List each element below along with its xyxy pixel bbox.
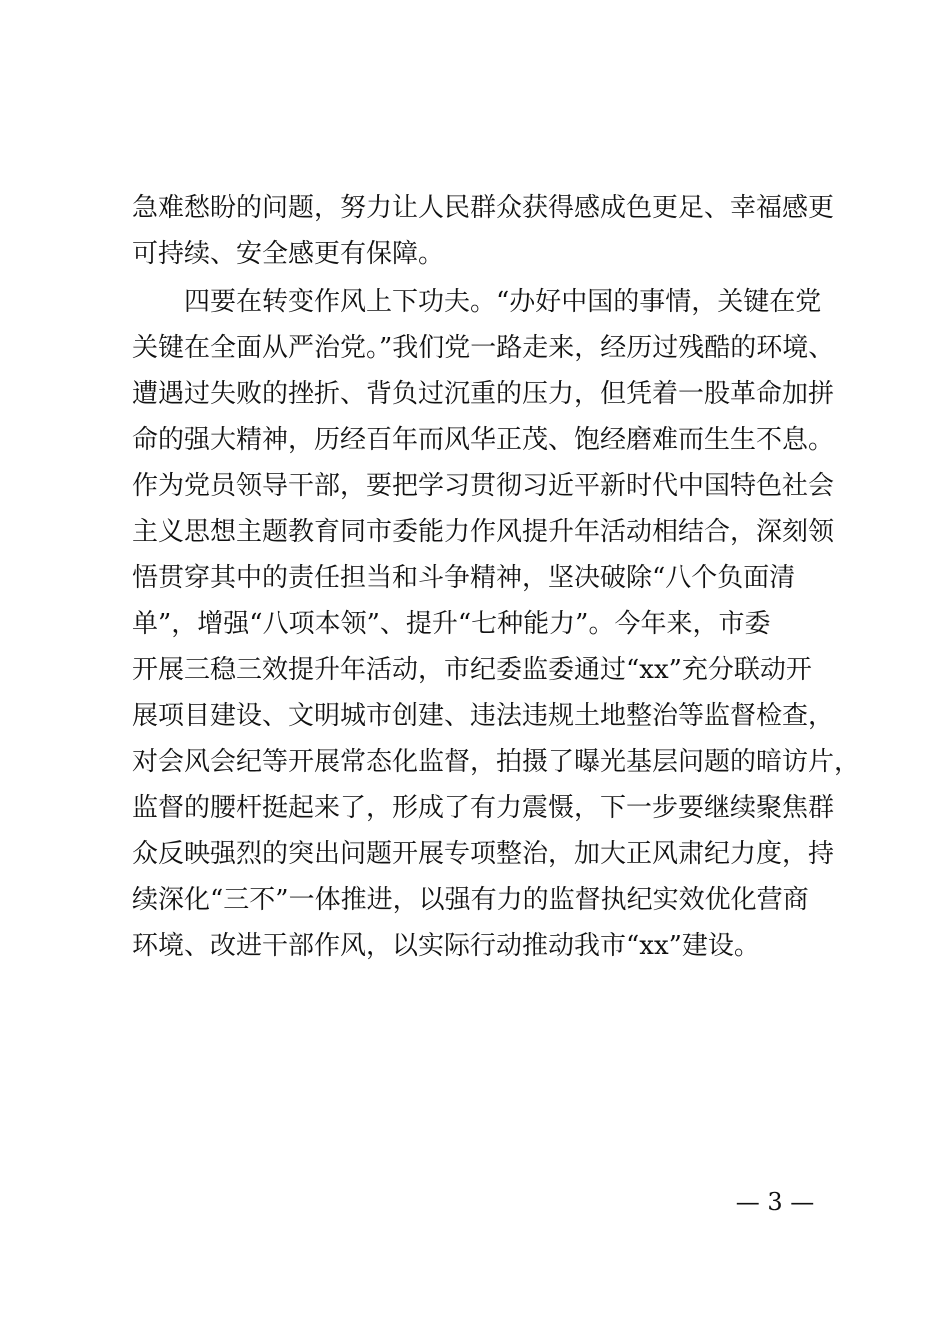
text-line: 急难愁盼的问题，努力让人民群众获得感成色更足、幸福感更 xyxy=(132,193,835,223)
page-number: — 3 — xyxy=(735,1188,815,1216)
text-line: 悟贯穿其中的责任担当和斗争精神，坚决破除“八个负面清 xyxy=(132,563,796,593)
text-line: 续深化“三不”一体推进，以强有力的监督执纪实效优化营商 xyxy=(132,885,809,915)
text-line: 监督的腰杆挺起来了，形成了有力震慑，下一步要继续聚焦群 xyxy=(132,793,835,823)
text-line: 作为党员领导干部，要把学习贯彻习近平新时代中国特色社会 xyxy=(132,471,835,501)
text-line: 单”，增强“八项本领”、提升“七种能力”。今年来，市委 xyxy=(132,609,771,639)
text-line: 可持续、安全感更有保障。 xyxy=(132,239,445,269)
paragraph-first-line: 四要在转变作风上下功夫。“办好中国的事情，关键在党 xyxy=(184,287,822,317)
text-line: 展项目建设、文明城市创建、违法违规土地整治等监督检查， xyxy=(132,701,835,731)
text-line: 对会风会纪等开展常态化监督，拍摄了曝光基层问题的暗访片， xyxy=(132,747,861,777)
text-line: 环境、改进干部作风，以实际行动推动我市“xx”建设。 xyxy=(132,931,760,961)
text-line: 开展三稳三效提升年活动，市纪委监委通过“xx”充分联动开 xyxy=(132,655,812,685)
text-line: 遭遇过失败的挫折、背负过沉重的压力，但凭着一股革命加拼 xyxy=(132,379,835,409)
text-line: 众反映强烈的突出问题开展专项整治，加大正风肃纪力度，持 xyxy=(132,839,835,869)
text-line: 主义思想主题教育同市委能力作风提升年活动相结合，深刻领 xyxy=(132,517,835,547)
text-line: 关键在全面从严治党。”我们党一路走来，经历过残酷的环境、 xyxy=(132,333,835,363)
text-line: 命的强大精神，历经百年而风华正茂、饱经磨难而生生不息。 xyxy=(132,425,835,455)
